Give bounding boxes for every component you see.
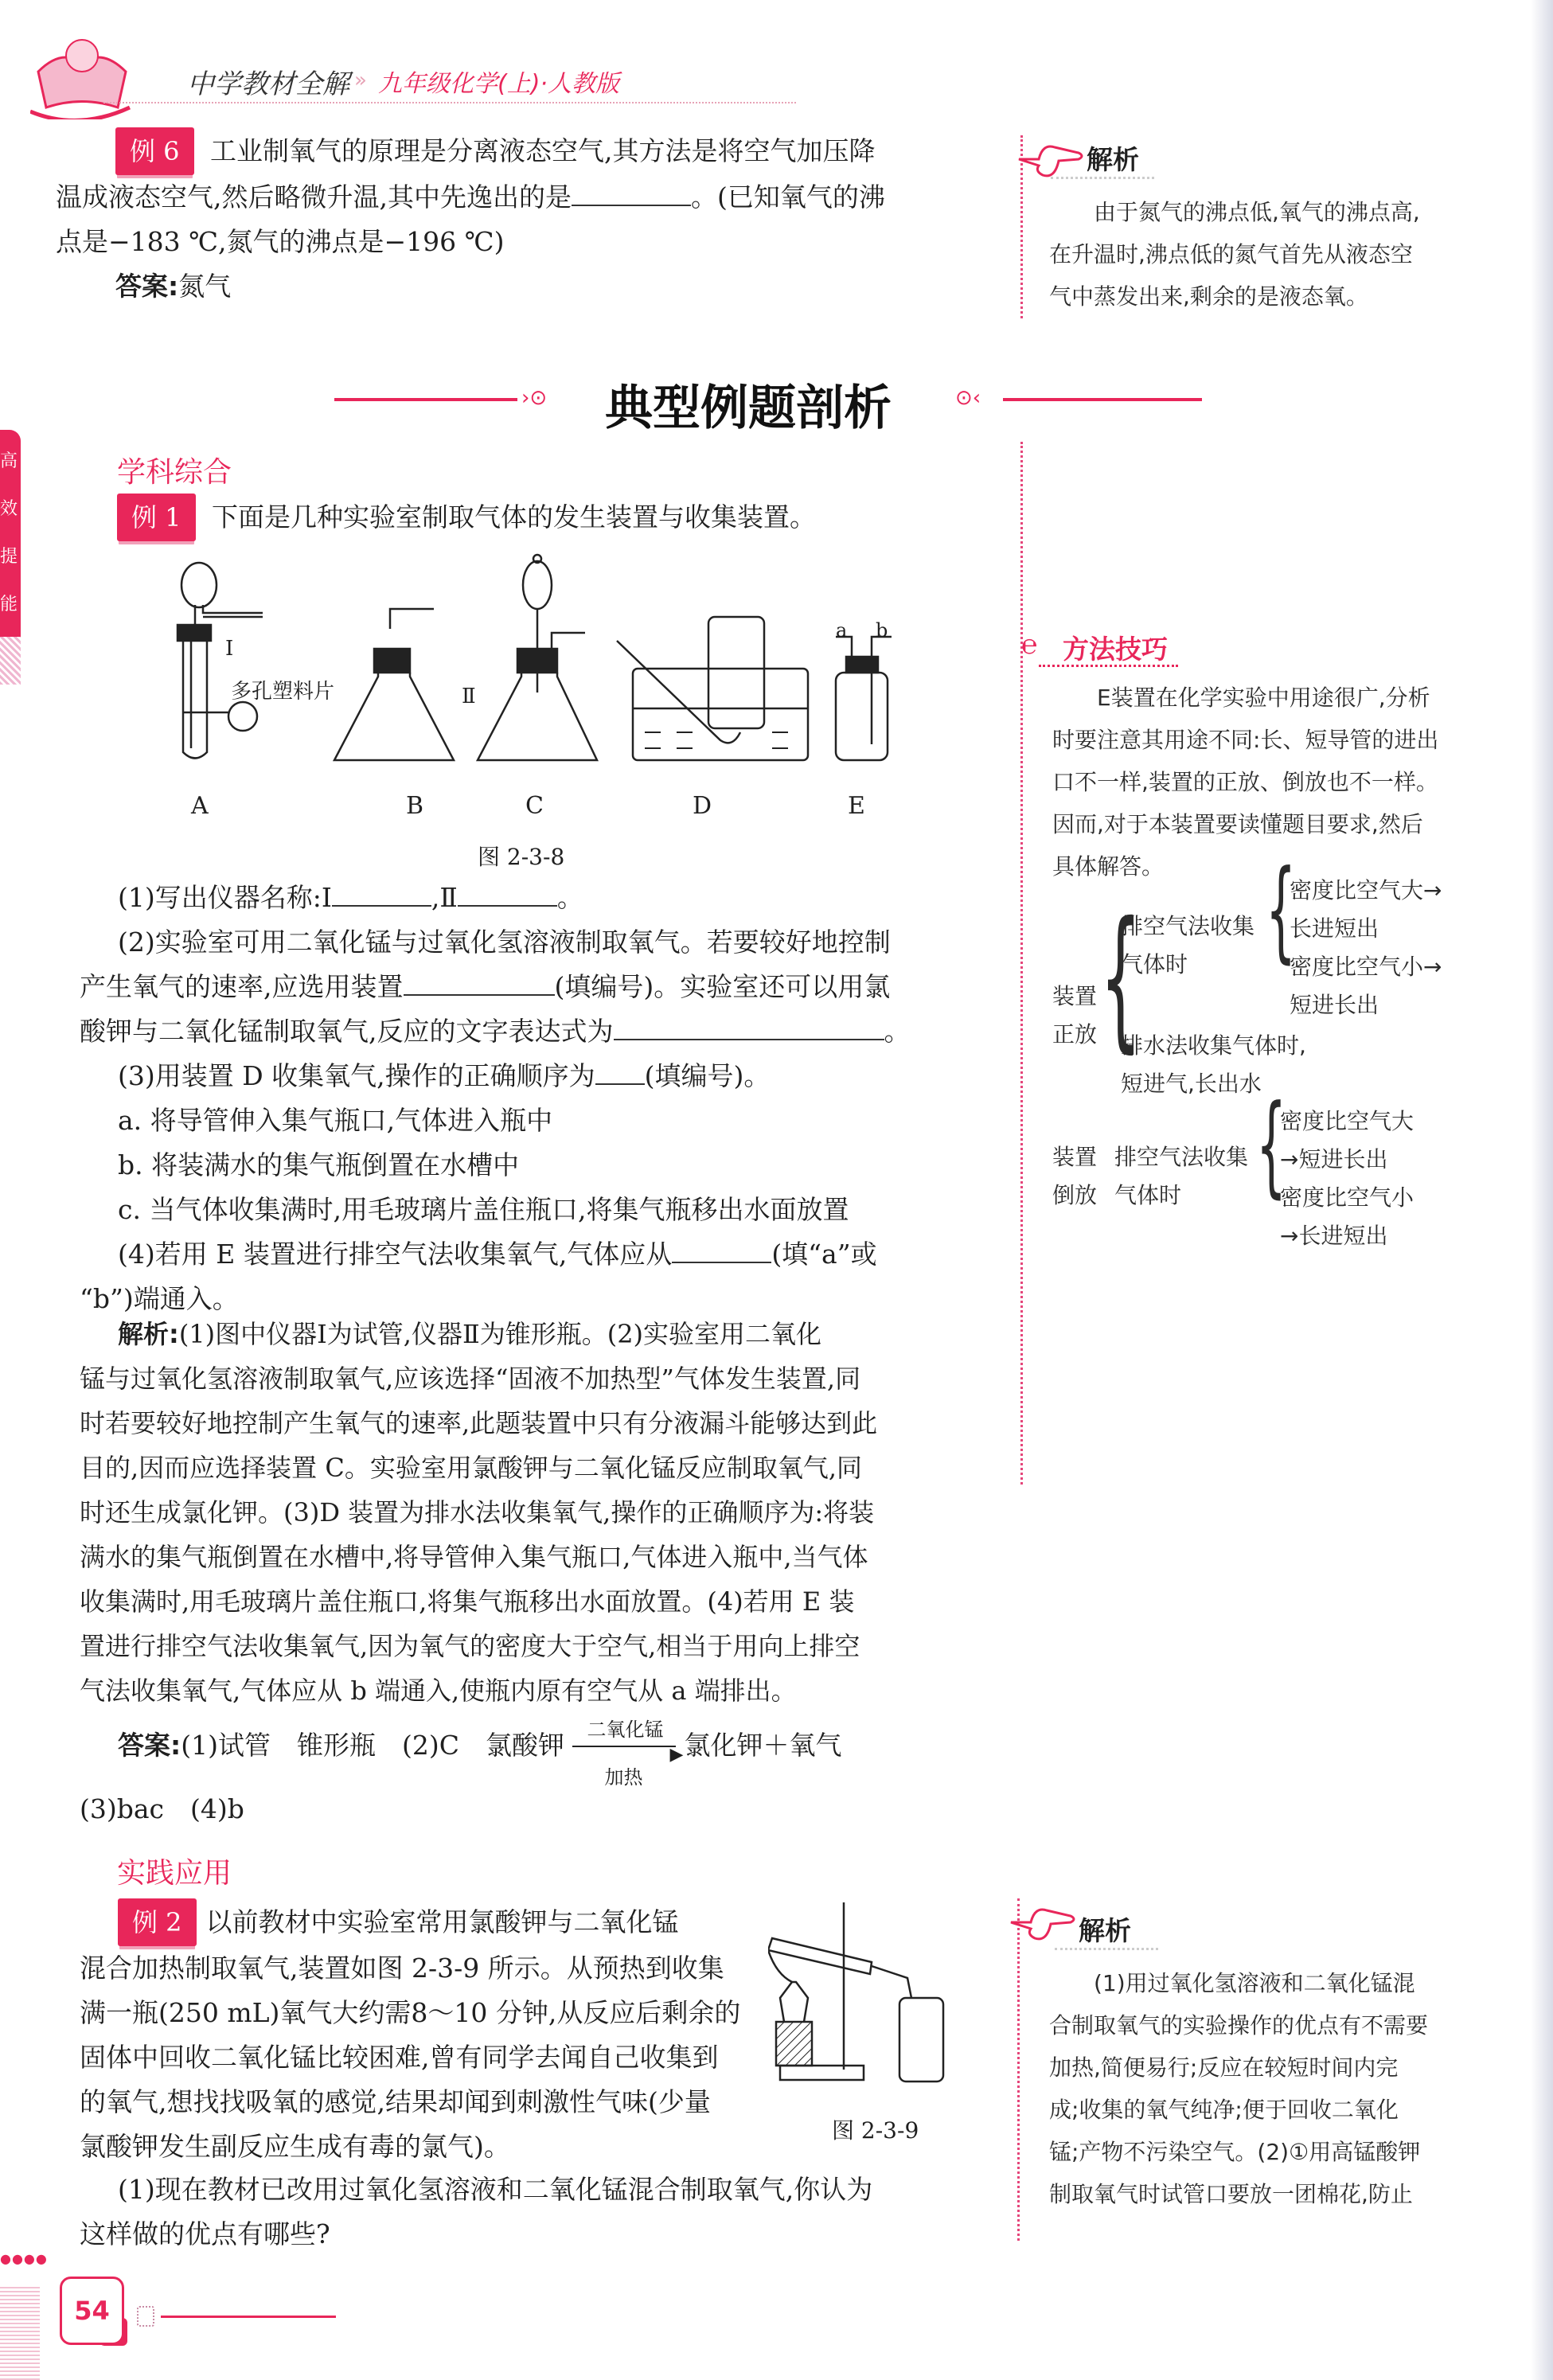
option-a: a. 将导管伸入集气瓶口,气体进入瓶中 xyxy=(118,1105,553,1136)
tree-node: 密度比空气小→ xyxy=(1290,954,1442,980)
question-text: 酸钾与二氧化锰制取氧气,反应的文字表达式为 xyxy=(80,1016,614,1047)
example-1-answer-line2: (3)bac (4)b xyxy=(80,1793,244,1824)
tree-node: →长进短出 xyxy=(1280,1223,1388,1249)
figure-apparatus xyxy=(103,549,899,812)
answer-blank[interactable] xyxy=(404,970,555,996)
tree-node: 排水法收集气体时, xyxy=(1121,1032,1306,1059)
heading-underline xyxy=(1039,665,1178,667)
analysis-line: (1)图中仪器Ⅰ为试管,仪器Ⅱ为锥形瓶。(2)实验室用二氧化 xyxy=(178,1319,822,1349)
question-text: (填“a”或 xyxy=(771,1239,877,1270)
example-1-answer xyxy=(118,1719,842,1789)
example-badge: 例 2 xyxy=(118,1898,197,1946)
analysis-line: 成;收集的氧气纯净;便于回收二氧化 xyxy=(1049,2097,1399,2123)
book-mascot-logo-icon xyxy=(30,32,134,119)
analysis-line: 时若要较好地控制产生氧气的速率,此题装置中只有分液漏斗能够达到此 xyxy=(80,1408,878,1438)
heading-underline xyxy=(1051,177,1154,179)
analysis-line: (1)用过氧化氢溶液和二氧化锰混 xyxy=(1094,1970,1415,1996)
analysis-line: 满水的集气瓶倒置在水槽中,将导管伸入集气瓶口,气体进入瓶中,当气体 xyxy=(80,1542,868,1572)
method-line: 口不一样,装置的正放、倒放也不一样。 xyxy=(1052,769,1438,795)
example-2-question xyxy=(80,2167,1019,2257)
example-text: 的氧气,想找找吸氧的感觉,结果却闻到刺激性气味(少量 xyxy=(80,2086,711,2117)
swoosh-icon: ℮ xyxy=(1021,629,1038,661)
analysis-line: 在升温时,沸点低的氮气首先从液态空 xyxy=(1049,241,1413,267)
footer-dots-icon: ●●●● xyxy=(0,2251,48,2266)
method-line: 具体解答。 xyxy=(1052,853,1165,880)
example-1-intro xyxy=(117,494,816,541)
page-number-box xyxy=(60,2277,124,2345)
answer-blank[interactable] xyxy=(614,1015,884,1040)
tree-inverted-leaves xyxy=(1280,1102,1414,1255)
example-text: 下面是几种实验室制取气体的发生装置与收集装置。 xyxy=(212,501,817,533)
question-text: “b”)端通入。 xyxy=(80,1283,239,1314)
example-text: 点是−183 ℃,氮气的沸点是−196 ℃) xyxy=(56,226,505,257)
side-tab-label: 高效提能 xyxy=(0,451,18,615)
label-d: D xyxy=(693,792,712,820)
label-port-b: b xyxy=(876,619,888,642)
question-text: (3)用装置 D 收集氧气,操作的正确顺序为 xyxy=(118,1060,595,1091)
footer-pattern xyxy=(0,2284,40,2380)
answer-label: 答案: xyxy=(115,271,179,302)
chevron-left-icon: ⊙‹ xyxy=(955,386,981,410)
example-2 xyxy=(80,1898,764,2169)
method-line: 因而,对于本装置要读懂题目要求,然后 xyxy=(1052,811,1423,837)
example-text: 。(已知氧气的沸 xyxy=(690,181,885,213)
tree-node: 短进长出 xyxy=(1290,992,1379,1018)
question-text: 这样做的优点有哪些? xyxy=(80,2218,330,2249)
analysis-text xyxy=(1049,1962,1495,2215)
tree-node: 密度比空气大 xyxy=(1280,1108,1414,1134)
catalyst-label: 二氧化锰 xyxy=(587,1719,664,1741)
footer-square-icon xyxy=(137,2306,154,2327)
answer-label: 答案: xyxy=(118,1730,181,1761)
brace-icon: { xyxy=(1256,1082,1287,1211)
question-text: (4)若用 E 装置进行排空气法收集氧气,气体应从 xyxy=(118,1239,673,1270)
answer-blank[interactable] xyxy=(595,1059,645,1085)
method-line: 时要注意其用途不同:长、短导管的进出 xyxy=(1052,727,1439,753)
tree-node: 密度比空气大→ xyxy=(1290,877,1442,903)
label-porous-plastic: 多孔塑料片 xyxy=(231,680,335,704)
label-instrument-II: Ⅱ xyxy=(462,685,476,708)
example-text: 满一瓶(250 mL)氧气大约需8～10 分钟,从反应后剩余的 xyxy=(80,1997,741,2028)
side-tab xyxy=(0,430,21,637)
figure-caption: 图 2-3-9 xyxy=(832,2117,919,2144)
tree-node: 装置 xyxy=(1052,1144,1098,1170)
example-text: 固体中回收二氧化锰比较困难,曾有同学去闻自己收集到 xyxy=(80,2042,719,2073)
footer-rule xyxy=(161,2316,336,2318)
tree-node: 气体时 xyxy=(1114,1182,1182,1208)
title-rule-right xyxy=(1003,398,1202,401)
tree-node: 气体时 xyxy=(1121,951,1188,977)
example-badge: 例 6 xyxy=(115,127,194,175)
option-b: b. 将装满水的集气瓶倒置在水槽中 xyxy=(118,1149,520,1180)
analysis-line: 时还生成氯化钾。(3)D 装置为排水法收集氧气,操作的正确顺序为:将装 xyxy=(80,1497,875,1527)
header-divider xyxy=(103,102,796,103)
answer-blank xyxy=(572,181,691,206)
section-title-practice: 实践应用 xyxy=(117,1857,232,1890)
question-text: (填编号)。实验室还可以用氯 xyxy=(554,971,891,1002)
tree-inverted-root xyxy=(1052,1138,1097,1215)
apparatus-d xyxy=(617,617,808,760)
analysis-line: 合制取氧气的实验操作的优点有不需要 xyxy=(1049,2012,1429,2039)
tree-upright-root xyxy=(1052,977,1097,1054)
analysis-heading: 解析 xyxy=(1079,1915,1131,1946)
method-heading: 方法技巧 xyxy=(1063,634,1168,665)
apparatus-e xyxy=(836,637,892,760)
tree-node: 倒放 xyxy=(1052,1182,1098,1208)
reaction-arrow xyxy=(572,1719,684,1789)
tree-node: 长进短出 xyxy=(1290,915,1379,942)
analysis-line: 气法收集氧气,气体应从 b 端通入,使瓶内原有空气从 a 端排出。 xyxy=(80,1676,797,1706)
tree-node: →短进长出 xyxy=(1280,1146,1388,1172)
answer-blank[interactable] xyxy=(332,881,431,907)
brace-icon: { xyxy=(1100,889,1141,1067)
side-tab-pattern xyxy=(0,637,21,685)
question-text: (2)实验室可用二氧化锰与过氧化氢溶液制取氧气。若要较好地控制 xyxy=(118,927,891,958)
analysis-line: 置进行排空气法收集氧气,因为氧气的密度大于空气,相当于用向上排空 xyxy=(80,1631,860,1661)
label-port-a: a xyxy=(836,619,848,642)
question-text: 。 xyxy=(556,882,583,913)
analysis-line: 制取氧气时试管口要放一团棉花,防止 xyxy=(1049,2181,1413,2207)
analysis-line: 气中蒸发出来,剩余的是液态氧。 xyxy=(1049,283,1368,310)
header-separator-icon: » xyxy=(354,68,367,92)
tree-node: 短进气,长出水 xyxy=(1121,1071,1262,1097)
figure-caption: 图 2-3-8 xyxy=(478,844,565,870)
label-b: B xyxy=(406,792,424,820)
label-a: A xyxy=(191,792,209,820)
label-c: C xyxy=(525,792,544,820)
method-line: E装置在化学实验中用途很广,分析 xyxy=(1097,685,1430,711)
apparatus-a xyxy=(178,563,263,759)
label-instrument-I: Ⅰ xyxy=(225,637,234,661)
analysis-label: 解析: xyxy=(118,1319,179,1349)
heading-underline xyxy=(1055,1948,1158,1950)
question-text: (填编号)。 xyxy=(644,1060,771,1091)
apparatus-c xyxy=(478,555,597,760)
tree-node: 排空气法收集 xyxy=(1114,1144,1249,1170)
answer-text: (1)试管 锥形瓶 (2)C 氯酸钾 xyxy=(181,1730,564,1761)
brace-icon: { xyxy=(1266,847,1297,976)
book-title: 中学教材全解 xyxy=(187,68,349,100)
question-text: 产生氧气的速率,应选用装置 xyxy=(80,971,404,1002)
analysis-line: 目的,因而应选择装置 C。实验室用氯酸钾与二氧化锰反应制取氧气,同 xyxy=(80,1453,863,1483)
section-main-title: 典型例题剖析 xyxy=(605,380,892,436)
chevron-right-icon: ›⊙ xyxy=(521,386,548,410)
question-text: (1)写出仪器名称:Ⅰ xyxy=(118,882,332,913)
condition-label: 加热 xyxy=(604,1766,643,1789)
tree-node: 排空气法收集 xyxy=(1121,913,1255,939)
example-text: 以前教材中实验室常用氯酸钾与二氧化锰 xyxy=(205,1906,679,1937)
page-edge-shadow xyxy=(1531,0,1553,2380)
question-text: ,Ⅱ xyxy=(431,882,458,913)
analysis-line: 锰;产物不污染空气。(2)①用高锰酸钾 xyxy=(1049,2139,1421,2165)
analysis-heading: 解析 xyxy=(1087,144,1139,175)
example-text: 混合加热制取氧气,装置如图 2-3-9 所示。从预热到收集 xyxy=(80,1953,724,1984)
example-6 xyxy=(56,127,995,309)
tree-upright-leaves xyxy=(1290,872,1442,1024)
answer-blank[interactable] xyxy=(458,881,557,907)
answer-blank[interactable] xyxy=(672,1238,771,1263)
option-c: c. 当气体收集满时,用毛玻璃片盖住瓶口,将集气瓶移出水面放置 xyxy=(118,1194,849,1225)
section-title-comprehensive: 学科综合 xyxy=(117,456,232,489)
arrow-line xyxy=(572,1746,676,1747)
tree-node: 正放 xyxy=(1052,1021,1098,1048)
title-rule-left xyxy=(334,398,517,401)
apparatus-b xyxy=(334,609,454,760)
tree-upright-branch1 xyxy=(1121,907,1254,984)
analysis-text xyxy=(1049,191,1495,318)
sidebar-rule xyxy=(1017,1898,1020,2241)
answer-value: 氮气 xyxy=(178,271,232,302)
tree-inverted-branch xyxy=(1114,1138,1248,1215)
analysis-line: 加热,简便易行;反应在较短时间内完 xyxy=(1049,2054,1399,2081)
sidebar-rule xyxy=(1020,442,1023,1485)
analysis-line: 由于氮气的沸点低,氧气的沸点高, xyxy=(1094,199,1420,225)
arrow-head-icon: ▶ xyxy=(669,1745,684,1765)
label-e: E xyxy=(848,792,865,820)
tree-node: 密度比空气小 xyxy=(1280,1184,1414,1211)
book-subtitle: 九年级化学(上)·人教版 xyxy=(378,70,619,98)
example-text: 工业制氧气的原理是分离液态空气,其方法是将空气加压降 xyxy=(210,135,876,166)
answer-text: 氯化钾＋氧气 xyxy=(684,1730,842,1761)
example-text: 氯酸钾发生副反应生成有毒的氯气)。 xyxy=(80,2131,510,2162)
example-text: 温成液态空气,然后略微升温,其中先逸出的是 xyxy=(56,181,572,213)
example-1-analysis xyxy=(80,1312,1019,1713)
page-number: 54 xyxy=(74,2296,110,2326)
figure-heating-apparatus xyxy=(768,1902,999,2093)
example-1-questions xyxy=(80,876,1019,1321)
example-badge: 例 1 xyxy=(117,494,196,541)
analysis-line: 锰与过氧化氢溶液制取氧气,应该选择“固液不加热型”气体发生装置,同 xyxy=(80,1364,861,1394)
question-text: 。 xyxy=(884,1016,911,1047)
question-text: (1)现在教材已改用过氧化氢溶液和二氧化锰混合制取氧气,你认为 xyxy=(118,2174,873,2205)
analysis-line: 收集满时,用毛玻璃片盖住瓶口,将集气瓶移出水面放置。(4)若用 E 装 xyxy=(80,1586,855,1617)
tree-node: 装置 xyxy=(1052,983,1098,1009)
pointing-hand-icon xyxy=(1007,1898,1079,1949)
